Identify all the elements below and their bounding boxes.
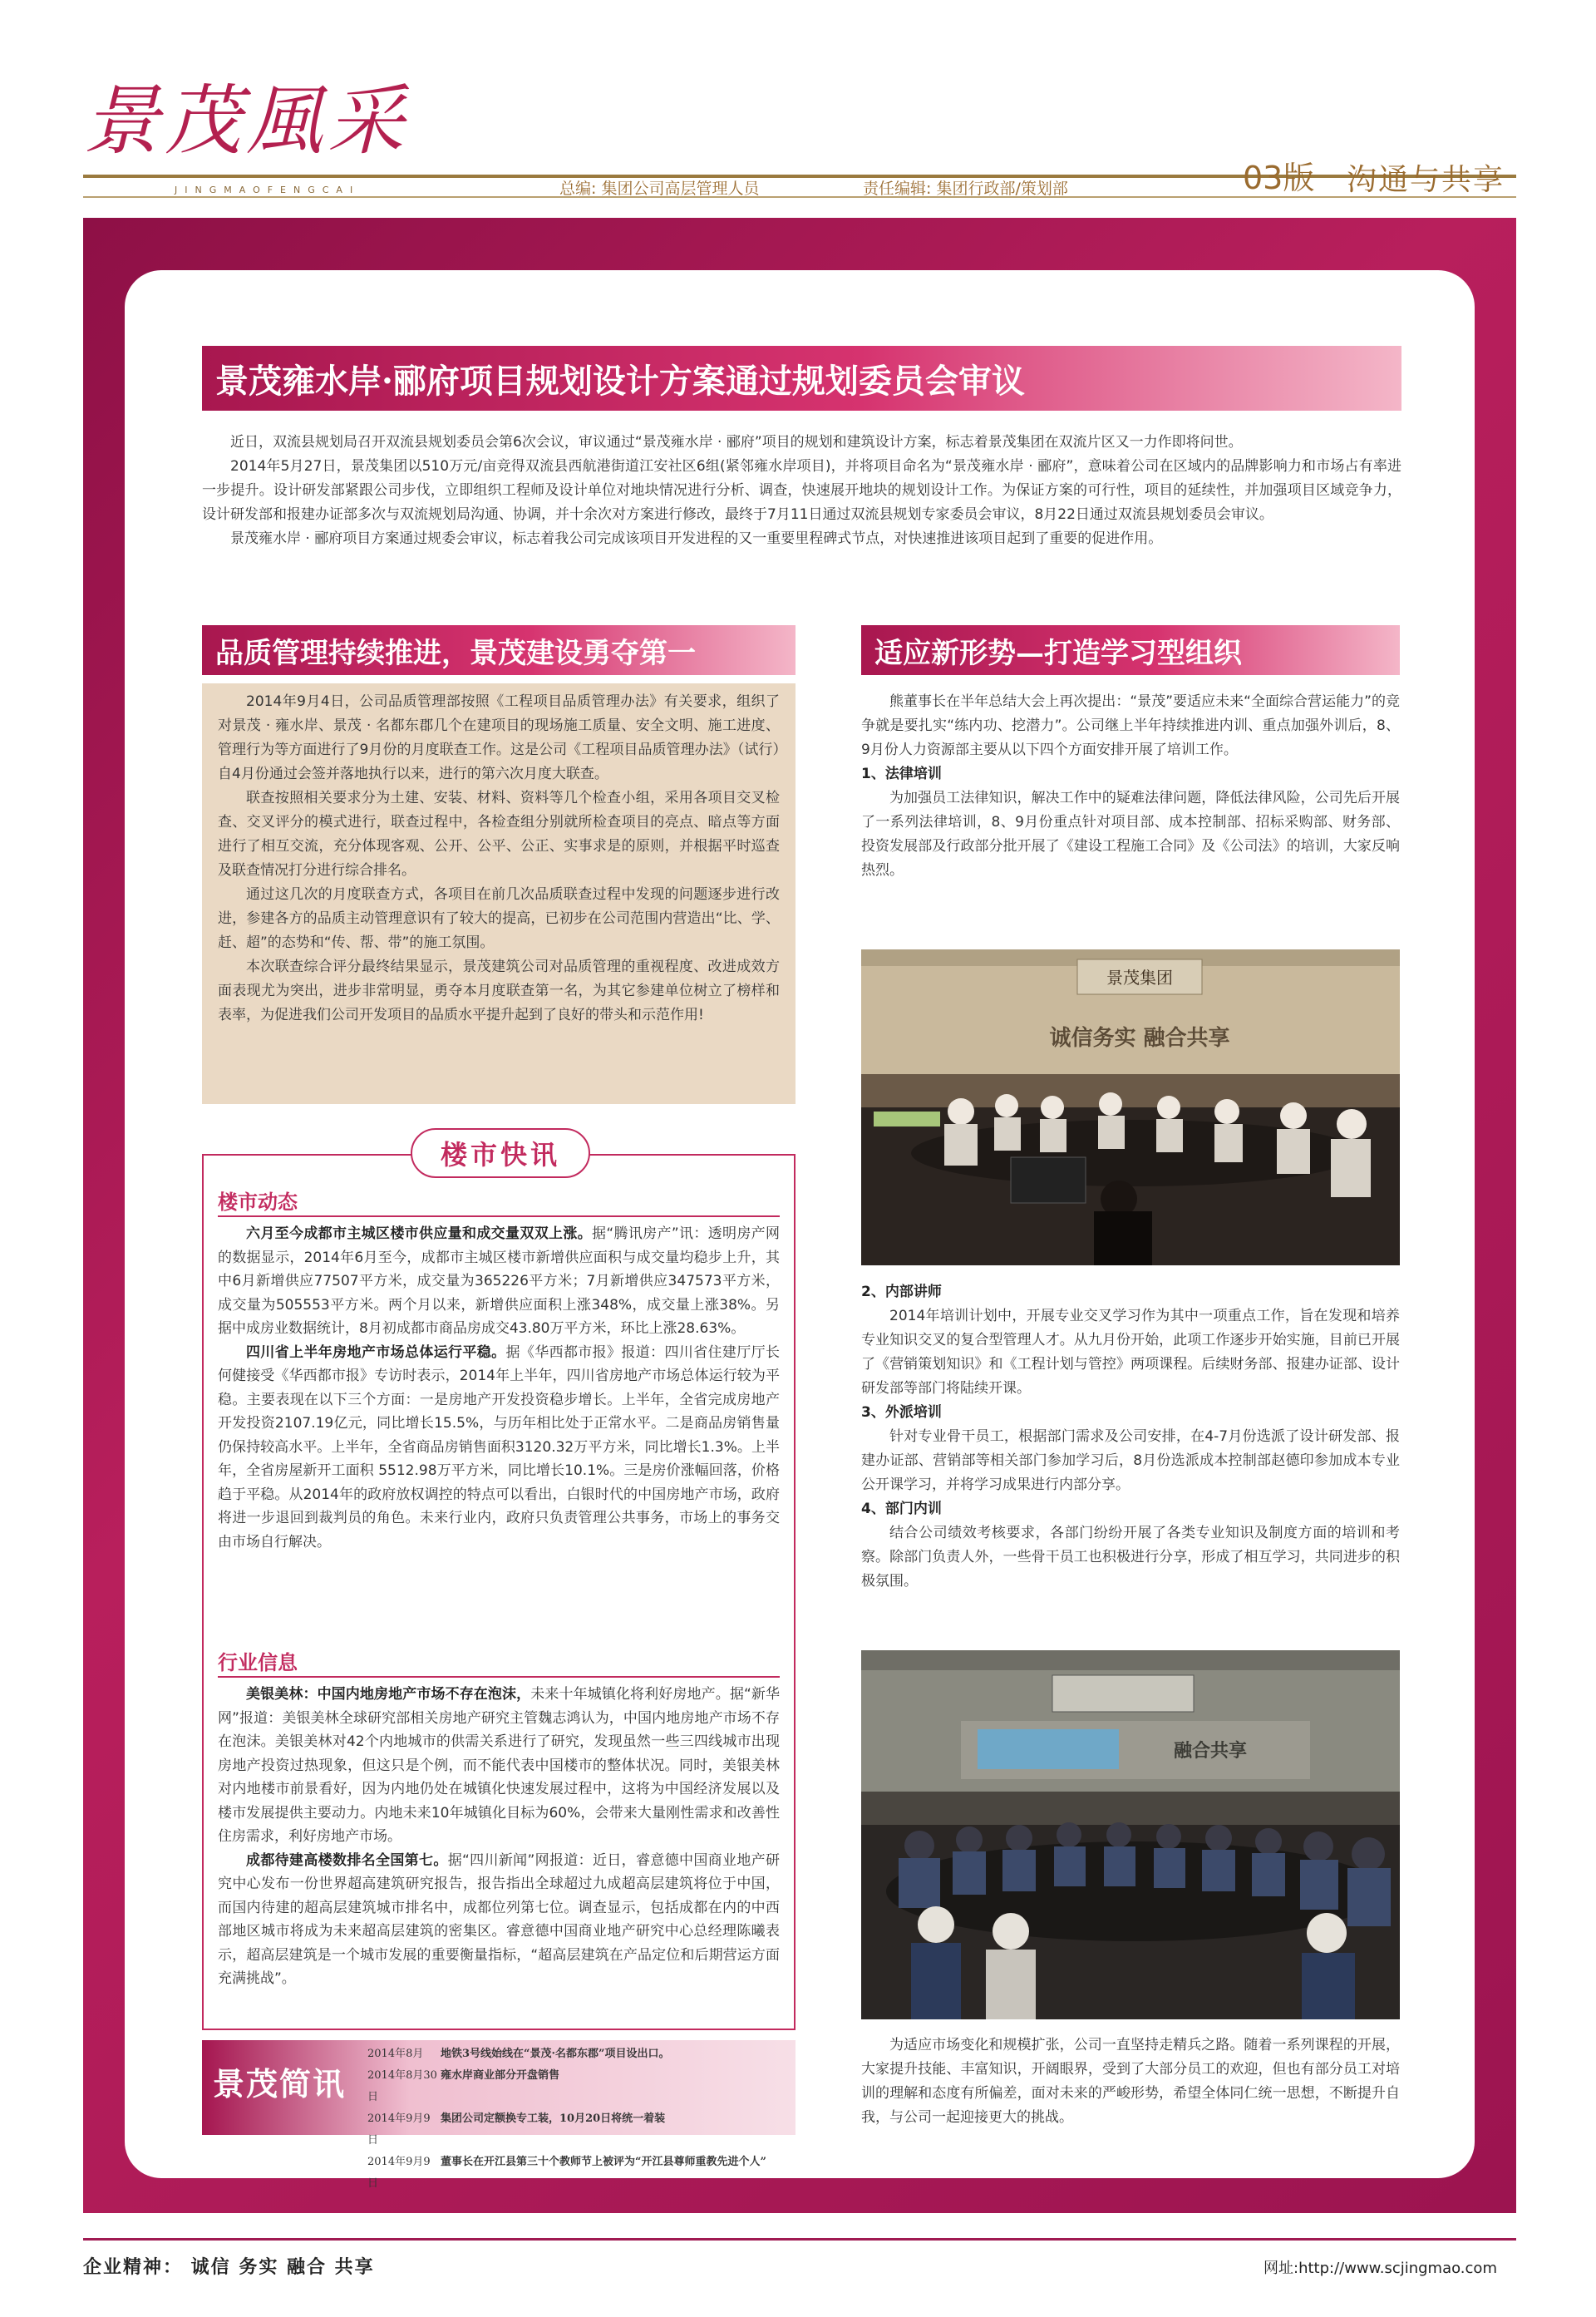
- article3-conclusion-block: [861, 2034, 1400, 2130]
- article2-paragraph: 联查按照相关要求分为土建、安装、材料、资料等几个检查小组，采用各项目交叉检查、交叉评分的模式进行，联查过程中，各检查组分别就所检查项目的亮点、暗点等方面进行了相互交流，充分体现客观、公开、公平、公正、实事求是的原则，并根据平时巡查及联查情况打分进行综合排名。: [218, 790, 780, 879]
- brief-text: 雍水岸商业部分开盘销售: [441, 2069, 560, 2082]
- news-item-body: 据《华西都市报》报道：四川省住建厅厅长何健接受《华西都市报》专访时表示，2014年上半年，四川省房地产市场总体运行较为平稳。主要表现在以下三个方面：一是房地产开发投资稳步增长。上半年，全省完成房地产开发投资2107.19亿元，同比增长15.5%，与历年相比处于正常水平。二是商品房销售量仍保持较高水平。上半年，全省商品房销售面积3120.32万平方米，同比增长1.3%。上半年，全省房屋新开工面积 5512.98万平方米，同比增长10.1%。三是房价涨幅回落，价格趋于平稳。从2014年的政府放权调控的特点可以看出，白银时代的中国房地产市场，政府将进一步退回到裁判员的角色。未来行业内，政府只负责管理公共事务，市场上的事务交由市场自行解决。: [218, 1343, 780, 1550]
- training-photo-1: [861, 949, 1400, 1265]
- article3-middle-block: [861, 1280, 1400, 1594]
- news-item: [218, 1341, 780, 1555]
- brief-row: [367, 2065, 791, 2108]
- brief-list: [367, 2043, 791, 2195]
- chief-editor: 总编: 集团公司高层管理人员: [559, 180, 760, 198]
- responsible-editor: 责任编辑: 集团行政部/策划部: [863, 180, 1068, 198]
- training-photo-2: [861, 1650, 1400, 2019]
- brief-text: 地铁3号线始线在“景茂·名都东郡”项目设出口。: [441, 2048, 670, 2060]
- article1-body: [202, 431, 1401, 551]
- news-section2-body: [218, 1683, 780, 1991]
- news-item: [218, 1222, 780, 1341]
- news-item-body: 据“四川新闻”网报道：近日，睿意德中国商业地产研究中心发布一份世界超高建筑研究报告，报告指出全球超过九成超高层建筑将位于中国，而国内待建的超高层建筑城市排名中，成都位列第七位。调查显示，包括成都在内的中西部地区城市将成为未来超高层建筑的密集区。睿意德中国商业地产研究中心总经理陈曦表示，超高层建筑是一个城市发展的重要衡量指标，“超高层建筑在产品定位和后期营运方面充满挑战”。: [218, 1851, 780, 1987]
- article3-item-text: 结合公司绩效考核要求，各部门纷纷开展了各类专业知识及制度方面的培训和考察。除部门负责人外，一些骨干员工也积极进行分享，形成了相互学习，共同进步的积极氛围。: [861, 1525, 1400, 1590]
- news-section1-title: 楼市动态: [218, 1190, 298, 1214]
- article1-title: 景茂雍水岸·郦府项目规划设计方案通过规划委员会审议: [202, 346, 1401, 411]
- svg-text:融合共享: 融合共享: [1173, 1741, 1248, 1762]
- article3-intro-block: [861, 690, 1400, 883]
- news-section1-rule: [218, 1215, 780, 1217]
- brief-date: 2014年8月30日: [367, 2069, 437, 2103]
- brief-date: 2014年9月9日: [367, 2156, 431, 2190]
- article3-item-head: 4、部门内训: [861, 1501, 942, 1517]
- news-item: [218, 1849, 780, 1991]
- article3-item-head: 3、外派培训: [861, 1404, 942, 1421]
- article2-paragraph: 通过这几次的月度联查方式，各项目在前几次品质联查过程中发现的问题逐步进行改进，参建各方的品质主动管理意识有了较大的提高，已初步在公司范围内营造出“比、学、赶、超”的态势和“传、帮、带”的施工氛围。: [218, 886, 780, 951]
- news-section2-title: 行业信息: [218, 1650, 298, 1674]
- brief-row: [367, 2108, 791, 2152]
- article2-body: [218, 690, 780, 1028]
- footer-rule: [83, 2238, 1516, 2241]
- article3-item-text: 针对专业骨干员工，根据部门需求及公司安排，在4-7月份选派了设计研发部、报建办证部、营销部等相关部门参加学习后，8月份选派成本控制部赵德印参加成本专业公开课学习，并将学习成果进行内部分享。: [861, 1428, 1400, 1493]
- brief-row: [367, 2043, 791, 2065]
- section-name: 沟通与共享: [1347, 163, 1505, 197]
- news-item-lead: 美银美林：中国内地房地产市场不存在泡沫，: [246, 1686, 531, 1703]
- article3-item-head: 1、法律培训: [861, 766, 942, 782]
- news-section2-rule: [218, 1676, 780, 1678]
- brief-row: [367, 2152, 791, 2195]
- article3-item-text: 为加强员工法律知识，解决工作中的疑难法律问题，降低法律风险，公司先后开展了一系列法律培训，8、9月份重点针对项目部、成本控制部、招标采购部、财务部、投资发展部及行政部分批开展了《建设工程施工合同》及《公司法》的培训，大家反响热烈。: [861, 790, 1400, 879]
- news-section1-body: [218, 1222, 780, 1554]
- article3-intro: 熊董事长在半年总结大会上再次提出：“景茂”要适应未来“全面综合营运能力”的竞争就是要扎实“练内功、挖潜力”。公司继上半年持续推进内训、重点加强外训后，8、9月份人力资源部主要从以下四个方面安排开展了培训工作。: [861, 693, 1400, 758]
- news-item: [218, 1683, 780, 1849]
- article1-paragraph: 景茂雍水岸 · 郦府项目方案通过规委会审议，标志着我公司完成该项目开发进程的又一重要里程碑式节点，对快速推进该项目起到了重要的促进作用。: [230, 530, 1163, 547]
- news-item-lead: 成都待建高楼数排名全国第七。: [246, 1851, 448, 1869]
- news-item-lead: 六月至今成都市主城区楼市供应量和成交量双双上涨。: [246, 1225, 593, 1242]
- news-item-body: 据“腾讯房产”讯：透明房产网的数据显示，2014年6月至今，成都市主城区楼市新增供应面积与成交量均稳步上升，其中6月新增供应77507平方米，成交量为365226平方米；7月新增供应347573平方米，成交量为505553平方米。两个月以来，新增供应面积上涨348%，成交量上涨38%。另据中成房业数据统计，8月初成都市商品房成交43.80万平方米，环比上涨28.63%。: [218, 1225, 780, 1337]
- article3-title: 适应新形势—打造学习型组织: [861, 625, 1400, 675]
- article1-paragraph: 近日，双流县规划局召开双流县规划委员会第6次会议，审议通过“景茂雍水岸 · 郦府”项目的规划和建筑设计方案，标志着景茂集团在双流片区又一力作即将问世。: [230, 434, 1243, 451]
- footer-website[interactable]: 网址:http://www.scjingmao.com: [1264, 2260, 1497, 2277]
- article2-paragraph: 本次联查综合评分最终结果显示，景茂建筑公司对品质管理的重视程度、改进成效方面表现尤为突出，进步非常明显，勇夺本月度联查第一名，为其它参建单位树立了榜样和表率，为促进我们公司开发项目的品质水平提升起到了良好的带头和示范作用!: [218, 959, 780, 1023]
- news-box-title: 楼市快讯: [411, 1128, 590, 1178]
- photo-wall-slogan: 诚信务实 融合共享: [1049, 1026, 1230, 1051]
- masthead-logo-sub: JINGMAOFENGCAI: [175, 185, 361, 195]
- article3-item-head: 2、内部讲师: [861, 1284, 942, 1300]
- photo-logo-text: 景茂集团: [1106, 968, 1173, 988]
- article3-conclusion: 为适应市场变化和规模扩张，公司一直坚持走精兵之路。随着一系列课程的开展，大家提升技能、丰富知识，开阔眼界，受到了大部分员工的欢迎，但也有部分员工对培训的理解和态度有所偏差，面对未来的严峻形势，希望全体同仁统一思想，不断提升自我，与公司一起迎接更大的挑战。: [861, 2037, 1400, 2126]
- footer-spirit: 企业精神： 诚信 务实 融合 共享: [83, 2257, 375, 2278]
- brief-date: 2014年9月9日: [367, 2112, 431, 2147]
- brief-label: 景茂简讯: [213, 2065, 347, 2103]
- brief-text: 集团公司定额换专工装，10月20日将统一着装: [441, 2112, 666, 2125]
- article3-item-text: 2014年培训计划中，开展专业交叉学习作为其中一项重点工作，旨在发现和培养专业知识交叉的复合型管理人才。从九月份开始，此项工作逐步开始实施，目前已开展了《营销策划知识》和《工程计划与管控》两项课程。后续财务部、报建办证部、设计研发部等部门将陆续开课。: [861, 1308, 1400, 1397]
- brief-date: 2014年8月: [367, 2048, 424, 2060]
- masthead-logo: 景茂風采: [83, 76, 410, 165]
- article2-paragraph: 2014年9月4日，公司品质管理部按照《工程项目品质管理办法》有关要求，组织了对景茂 · 雍水岸、景茂 · 名都东郡几个在建项目的现场施工质量、安全文明、施工进度、管理行为等方面进行了9月份的月度联查工作。这是公司《工程项目品质管理办法》（试行）自4月份通过会签并落地执行以来，进行的第六次月度大联查。: [218, 693, 780, 782]
- article1-paragraph: 2014年5月27日，景茂集团以510万元/亩竞得双流县西航港街道江安社区6组(紧邻雍水岸项目)，并将项目命名为“景茂雍水岸 · 郦府”，意味着公司在区域内的品牌影响力和市场占有率进一步提升。设计研发部紧跟公司步伐，立即组织工程师及设计单位对地块情况进行分析、调查，快速展开地块的规划设计工作。为保证方案的可行性，项目的延续性，并加强项目区域竞争力，设计研发部和报建办证部多次与双流规划局沟通、协调，并十余次对方案进行修改，最终于7月11日通过双流县规划专家委员会审议，8月22日通过双流县规划委员会审议。: [202, 458, 1401, 523]
- page-number: 03版: [1243, 160, 1315, 196]
- article2-title: 品质管理持续推进，景茂建设勇夺第一: [202, 625, 796, 675]
- news-item-body: 未来十年城镇化将利好房地产。据“新华网”报道：美银美林全球研究部相关房地产研究主管魏志鸿认为，中国内地房地产市场不存在泡沫。美银美林对42个内地城市的供需关系进行了研究，发现虽然一些三四线城市出现房地产投资过热现象，但这只是个例，而不能代表中国楼市的整体状况。同时，美银美林对内地楼市前景看好，因为内地仍处在城镇化快速发展过程中，这将为中国经济发展以及楼市发展提供主要动力。内地未来10年城镇化目标为60%，会带来大量刚性需求和改善性住房需求，利好房地产市场。: [218, 1686, 780, 1845]
- news-item-lead: 四川省上半年房地产市场总体运行平稳。: [246, 1343, 506, 1361]
- brief-text: 董事长在开江县第三十个教师节上被评为“开江县尊师重教先进个人”: [441, 2156, 766, 2168]
